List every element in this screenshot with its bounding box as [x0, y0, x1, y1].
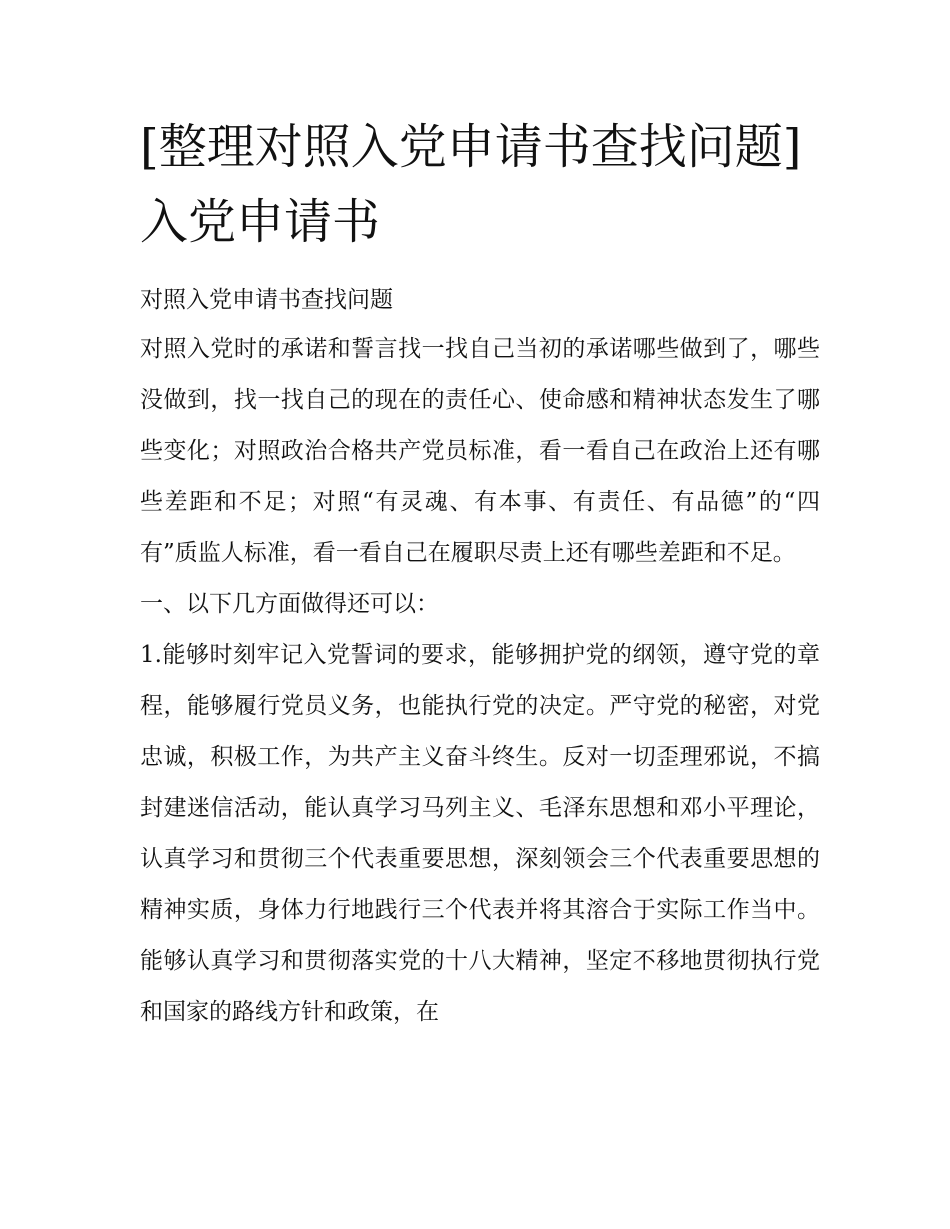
paragraph-intro: 对照入党时的承诺和誓言找一找自己当初的承诺哪些做到了，哪些没做到，找一找自己的现在的责任心、使命感和精神状态发生了哪些变化；对照政治合格共产党员标准，看一看自己在政治上还有哪些差距和不足；对照“有灵魂、有本事、有责任、有品德”的“四有”质监人标准，看一看自己在履职尽责上还有哪些差距和不足。	[140, 336, 820, 566]
document-subtitle: 对照入党申请书查找问题	[140, 287, 393, 313]
document-title: [整理对照入党申请书查找问题]入党申请书	[140, 119, 802, 250]
document-body	[140, 110, 820, 1038]
paragraph-item-1: 1.能够时刻牢记入党誓词的要求，能够拥护党的纲领，遵守党的章程，能够履行党员义务，也能执行党的决定。严守党的秘密，对党忠诚，积极工作，为共产主义奋斗终生。反对一切歪理邪说，不搞封建迷信活动，能认真学习马列主义、毛泽东思想和邓小平理论，认真学习和贯彻三个代表重要思想，深刻领会三个代表重要思想的精神实质，身体力行地践行三个代表并将其溶合于实际工作当中。能够认真学习和贯彻落实党的十八大精神，坚定不移地贯彻执行党和国家的路线方针和政策，在	[140, 642, 820, 1025]
paragraph-section-heading: 一、以下几方面做得还可以：	[140, 591, 439, 617]
